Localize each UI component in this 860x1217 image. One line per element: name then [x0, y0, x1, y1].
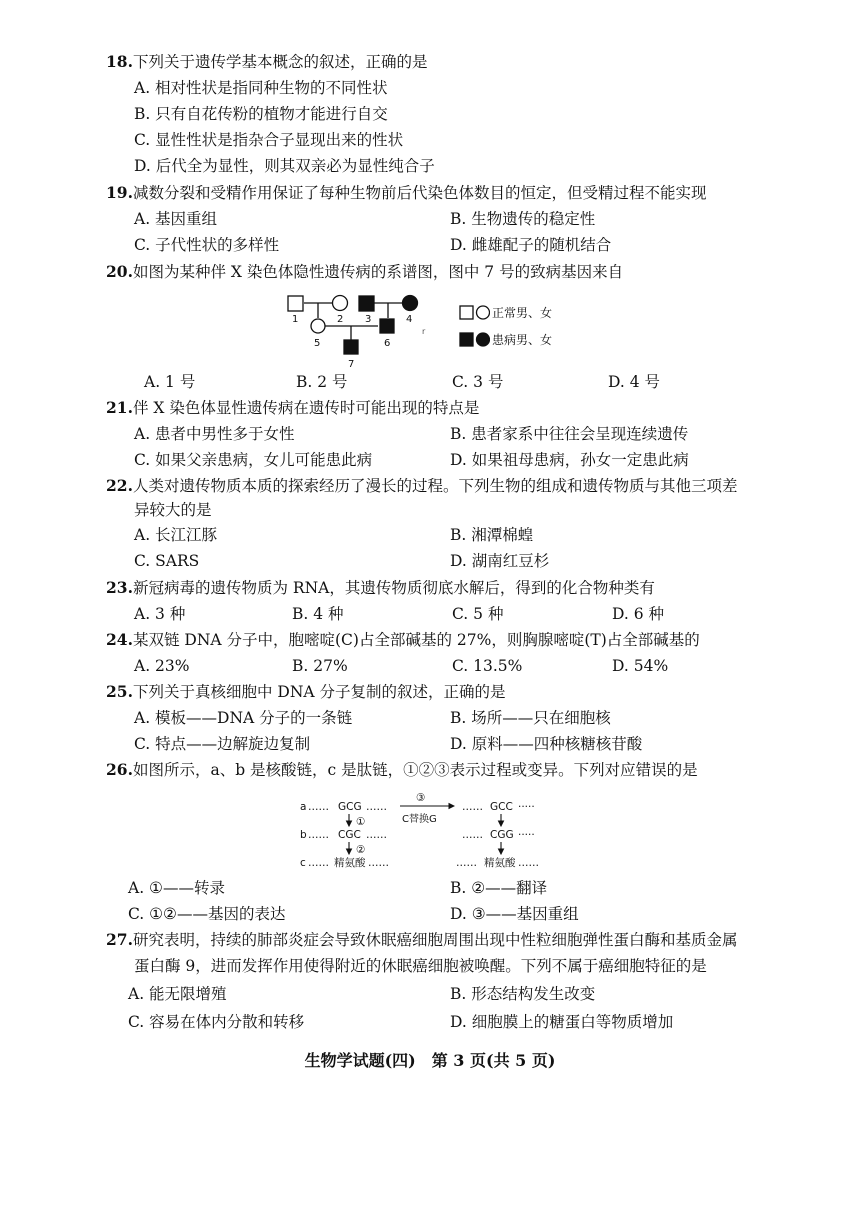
chain-c-dots-right: ……	[368, 857, 389, 869]
option: B. 2 号	[296, 373, 348, 391]
pedigree-individual-1	[288, 296, 303, 311]
option: C. 特点——边解旋边复制	[134, 735, 311, 753]
stray-mark: r	[422, 327, 426, 336]
option: D. 湖南红豆杉	[450, 552, 550, 570]
legend-normal-label: 正常男、女	[492, 306, 553, 320]
chain-c-dots: ……	[308, 857, 329, 869]
option: D. 后代全为显性，则其双亲必为显性纯合子	[134, 157, 435, 175]
pedigree-individual-3	[359, 296, 374, 311]
legend-affected-female-icon	[477, 333, 490, 346]
option: A. 23%	[134, 657, 190, 675]
legend-normal-female-icon	[477, 306, 490, 319]
option: C. 如果父亲患病，女儿可能患此病	[134, 451, 373, 469]
option: C. 5 种	[452, 605, 504, 623]
question-22-continued: 异较大的是	[134, 501, 212, 519]
right-bottom-seq: 精氨酸	[484, 857, 516, 869]
option: D. 6 种	[612, 605, 665, 623]
option: A. 相对性状是指同种生物的不同性状	[134, 79, 388, 97]
pedigree-label-5: 5	[314, 338, 321, 349]
option: C. 13.5%	[452, 657, 523, 675]
question-26: 26.如图所示，a、b 是核酸链，c 是肽链，①②③表示过程或变异。下列对应错误的是	[106, 760, 698, 779]
pedigree-chart	[280, 288, 470, 372]
right-mid-seq: CGG	[490, 829, 514, 841]
strand-a-label: a	[300, 801, 307, 813]
option: D. 4 号	[608, 373, 661, 391]
option: B. ②——翻译	[450, 879, 548, 897]
pedigree-individual-6	[380, 319, 394, 333]
right-top-dots: ……	[462, 801, 483, 813]
question-21: 21.伴 X 染色体显性遗传病在遗传时可能出现的特点是	[106, 398, 480, 417]
strand-b-dots-right: ……	[366, 829, 387, 841]
step-3-label: ③	[416, 792, 426, 804]
option: B. 形态结构发生改变	[450, 985, 596, 1003]
option: D. 如果祖母患病，孙女一定患此病	[450, 451, 689, 469]
option: A. 模板——DNA 分子的一条链	[134, 709, 353, 727]
option: A. 3 种	[134, 605, 186, 623]
option: D. 原料——四种核糖核苷酸	[450, 735, 643, 753]
legend-normal-male-icon	[460, 306, 473, 319]
strand-a-dots: ……	[308, 801, 329, 813]
right-top-dots-right: ·····	[518, 801, 535, 813]
option: A. 能无限增殖	[128, 985, 227, 1003]
legend-affected-male-icon	[460, 333, 473, 346]
strand-b-label: b	[300, 829, 307, 841]
page-footer: 生物学试题(四) 第 3 页(共 5 页)	[304, 1051, 556, 1070]
option: C. 容易在体内分散和转移	[128, 1013, 305, 1031]
option: C. ①②——基因的表达	[128, 905, 286, 923]
pedigree-label-2: 2	[337, 314, 344, 325]
option: B. 只有自花传粉的植物才能进行自交	[134, 105, 388, 123]
option: D. 细胞膜上的糖蛋白等物质增加	[450, 1013, 674, 1031]
legend-symbols	[458, 303, 490, 353]
option: B. 27%	[292, 657, 348, 675]
pedigree-individual-7	[344, 340, 358, 354]
strand-b-dots: ……	[308, 829, 329, 841]
pedigree-label-4: 4	[406, 314, 413, 325]
question-27: 27.研究表明，持续的肺部炎症会导致休眠癌细胞周围出现中性粒细胞弹性蛋白酶和基质金属	[106, 930, 738, 949]
chain-c-seq: 精氨酸	[334, 857, 366, 869]
question-27-continued: 蛋白酶 9，进而发挥作用使得附近的休眠癌细胞被唤醒。下列不属于癌细胞特征的是	[134, 957, 707, 975]
strand-a-dots-right: ……	[366, 801, 387, 813]
option: A. ①——转录	[128, 879, 225, 897]
chain-c-label: c	[300, 857, 306, 869]
option: A. 1 号	[144, 373, 196, 391]
pedigree-individual-2	[333, 296, 348, 311]
option: B. 湘潭棉蝗	[450, 526, 534, 544]
right-bottom-dots: ……	[456, 857, 477, 869]
question-23: 23.新冠病毒的遗传物质为 RNA，其遗传物质彻底水解后，得到的化合物种类有	[106, 578, 655, 597]
option: D. 雌雄配子的随机结合	[450, 236, 612, 254]
option: A. 长江江豚	[134, 526, 218, 544]
question-20: 20.如图为某种伴 X 染色体隐性遗传病的系谱图，图中 7 号的致病基因来自	[106, 262, 624, 281]
pedigree-label-6: 6	[384, 338, 391, 349]
question-18: 18.下列关于遗传学基本概念的叙述，正确的是	[106, 52, 428, 71]
pedigree-label-7: 7	[348, 359, 355, 370]
option: D. 54%	[612, 657, 669, 675]
option: A. 基因重组	[134, 210, 218, 228]
option: C. 子代性状的多样性	[134, 236, 280, 254]
step-2-label: ②	[356, 844, 366, 856]
right-mid-dots-right: ·····	[518, 829, 535, 841]
option: B. 场所——只在细胞核	[450, 709, 611, 727]
question-24: 24.某双链 DNA 分子中，胞嘧啶(C)占全部碱基的 27%，则胸腺嘧啶(T)占全部碱基的	[106, 630, 700, 649]
right-bottom-dots-right: ……	[518, 857, 539, 869]
step-1-label: ①	[356, 816, 366, 828]
option: C. 3 号	[452, 373, 504, 391]
option: B. 生物遗传的稳定性	[450, 210, 596, 228]
option: A. 患者中男性多于女性	[134, 425, 295, 443]
question-19: 19.减数分裂和受精作用保证了每种生物前后代染色体数目的恒定，但受精过程不能实现	[106, 183, 707, 202]
pedigree-individual-4	[403, 296, 418, 311]
option: D. ③——基因重组	[450, 905, 579, 923]
pedigree-individual-5	[311, 319, 325, 333]
strand-b-seq: CGC	[338, 829, 361, 841]
strand-a-seq: GCG	[338, 801, 362, 813]
gene-expression-diagram	[296, 786, 566, 872]
pedigree-label-3: 3	[365, 314, 372, 325]
right-mid-dots: ……	[462, 829, 483, 841]
question-22: 22.人类对遗传物质本质的探索经历了漫长的过程。下列生物的组成和遗传物质与其他三项差	[106, 476, 738, 495]
option: C. 显性性状是指杂合子显现出来的性状	[134, 131, 404, 149]
right-top-seq: GCC	[490, 801, 513, 813]
option: B. 患者家系中往往会呈现连续遗传	[450, 425, 689, 443]
legend-affected-label: 患病男、女	[492, 333, 553, 347]
step-3-text: C替换G	[402, 814, 437, 825]
question-25: 25.下列关于真核细胞中 DNA 分子复制的叙述，正确的是	[106, 682, 506, 701]
option: C. SARS	[134, 552, 200, 570]
pedigree-label-1: 1	[292, 314, 299, 325]
option: B. 4 种	[292, 605, 344, 623]
